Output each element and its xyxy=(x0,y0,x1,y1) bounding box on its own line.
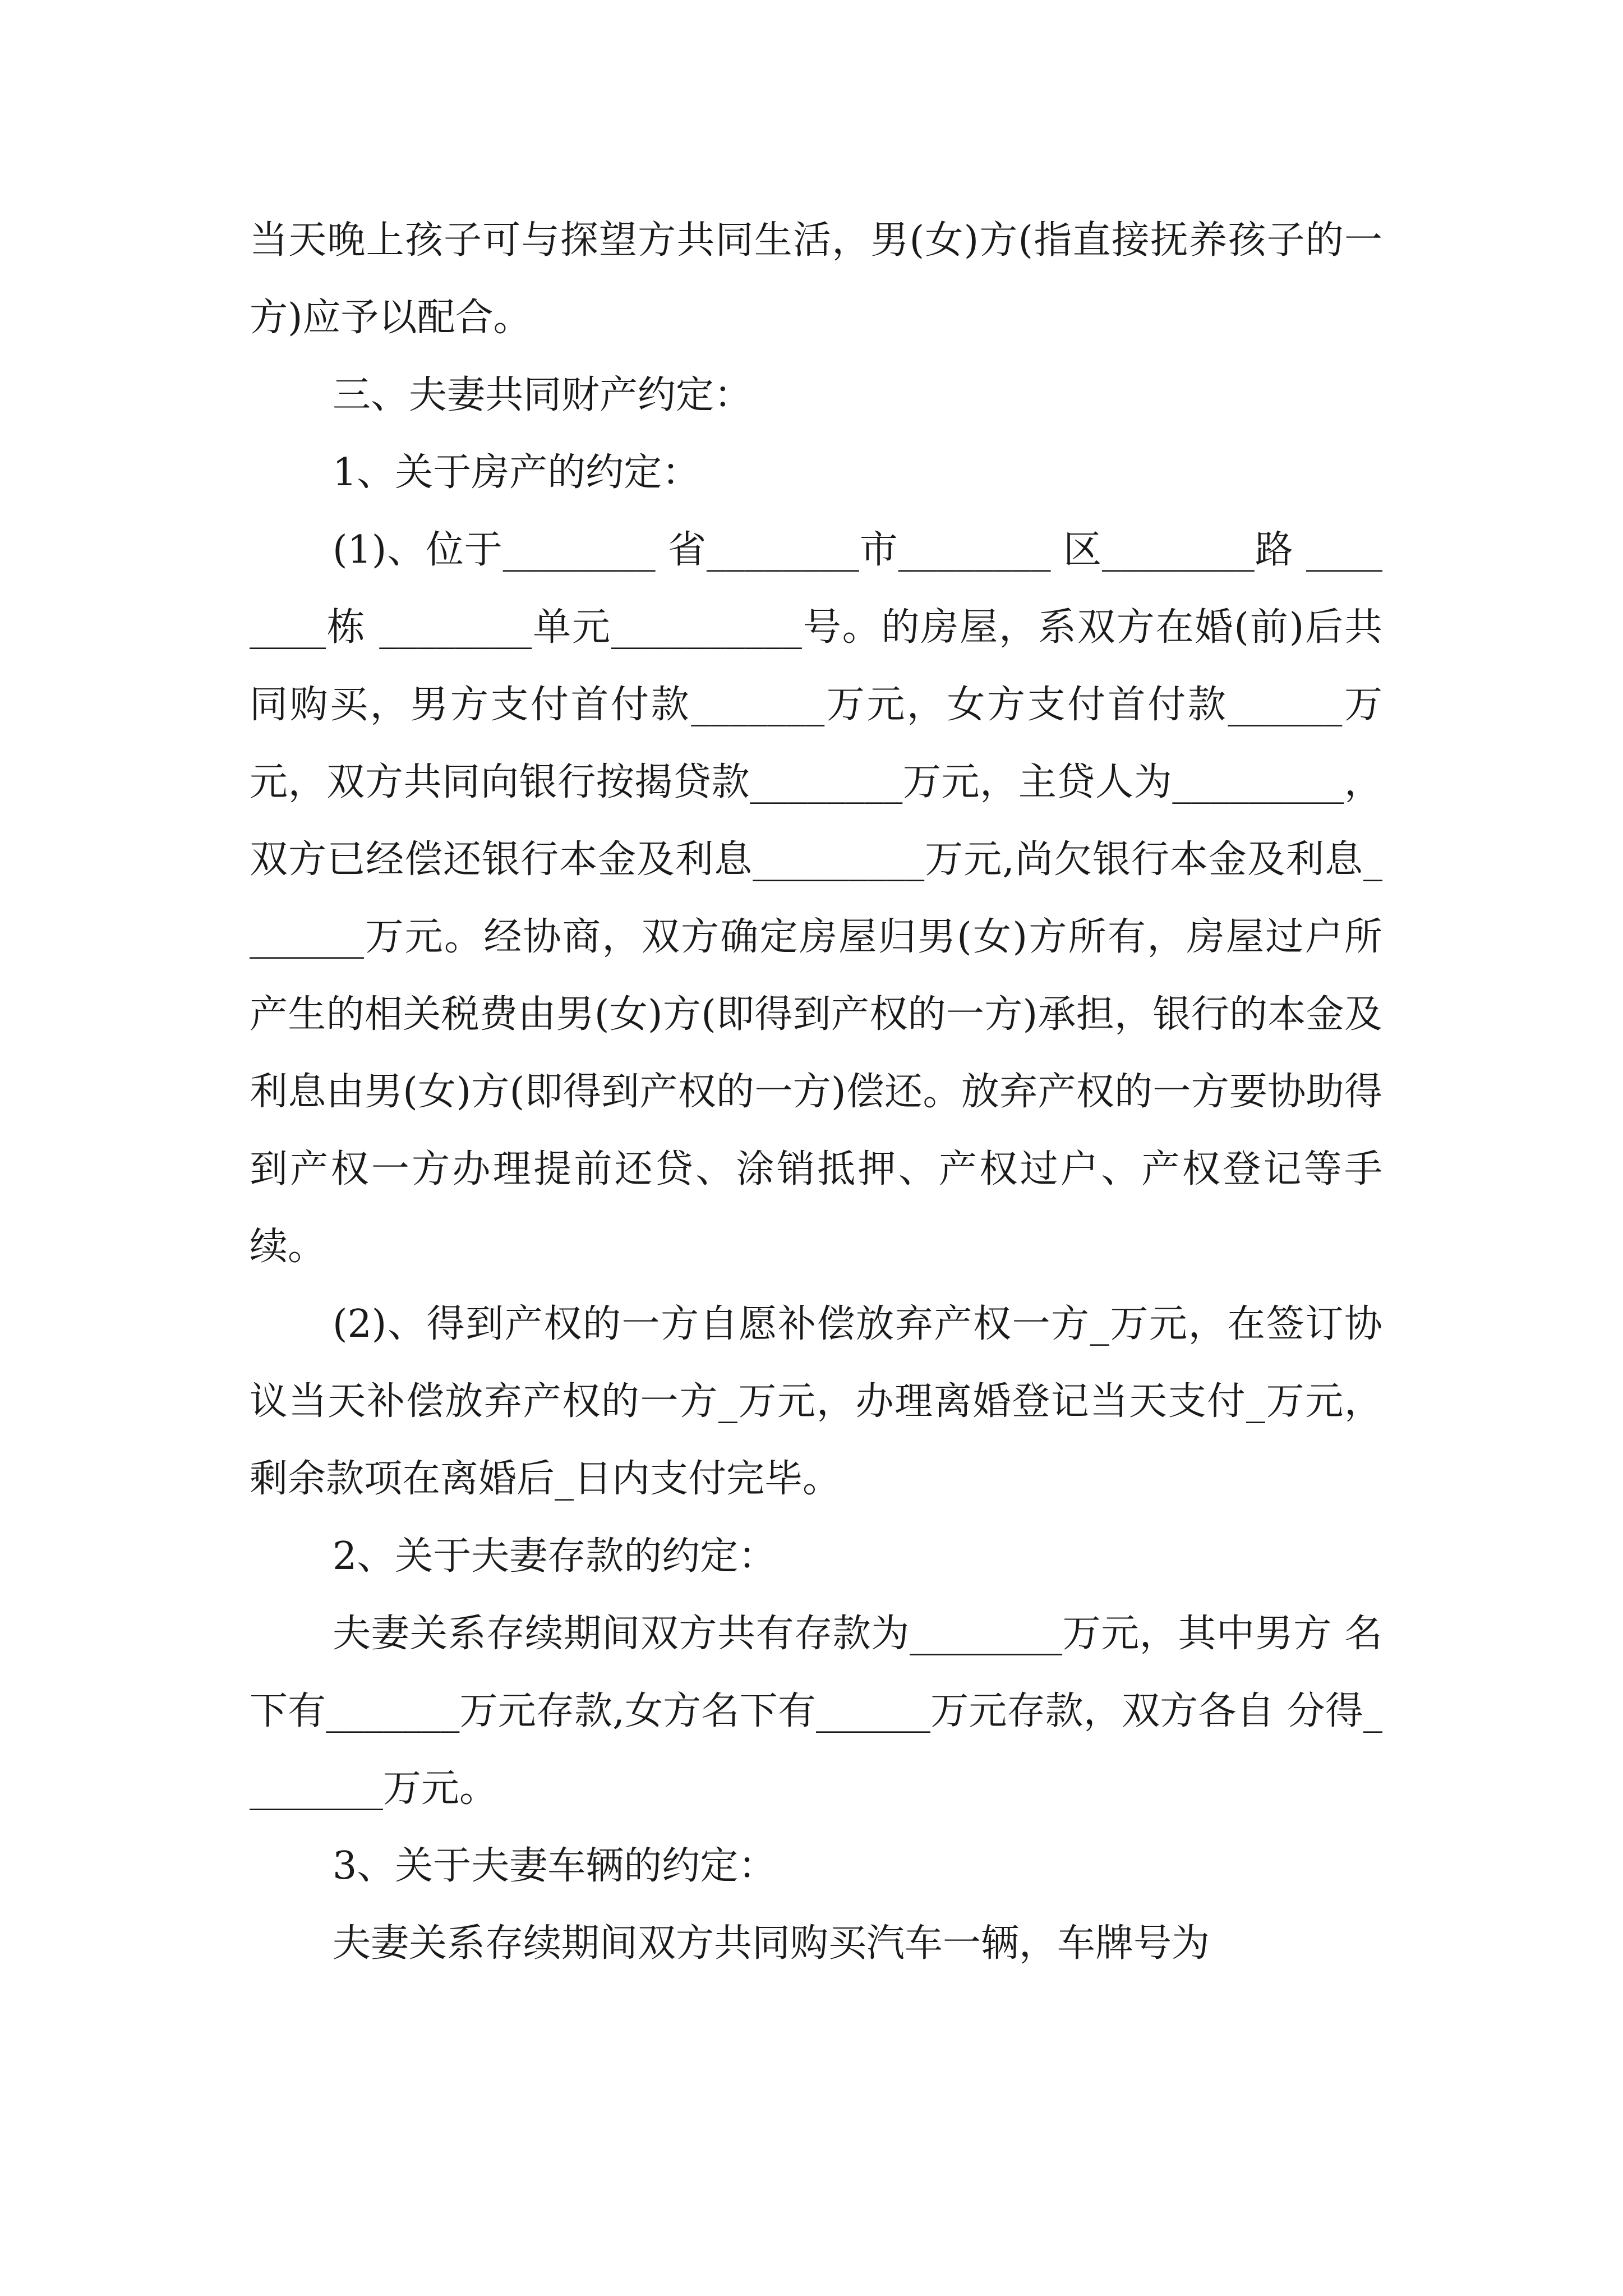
paragraph-savings-details: 夫妻关系存续期间双方共有存款为________万元，其中男方 名下有_______万元存款,女方名下有______万元存款，双方各自 分得________万元。 xyxy=(250,1612,1382,1811)
paragraph-real-estate-details: (1)、位于________ 省________市________ 区________路 ________栋 ________单元__________号。的房屋，系双方在婚(前)后共同购买，男方支付首付款_______万元，女方支付首付款______万元，双方共同向银行按揭贷款________万元，主贷人为_________，双方已经偿还银行本金及利息_________万元,尚欠银行本金及利息_______万元。经协商，双方确定房屋归男(女)方所有，房屋过户所产生的相关税费由男(女)方(即得到产权的一方)承担，银行的本金及利息由男(女)方(即得到产权的一方)偿还。放弃产权的一方要协助得到产权一方办理提前还贷、涂销抵押、产权过户、产权登记等手续。 xyxy=(250,528,1382,1269)
heading-vehicles: 3、关于夫妻车辆的约定： xyxy=(333,1844,777,1888)
heading-joint-property: 三、夫妻共同财产约定： xyxy=(333,373,753,417)
heading-savings: 2、关于夫妻存款的约定： xyxy=(333,1534,777,1579)
paragraph-compensation: (2)、得到产权的一方自愿补偿放弃产权一方_万元，在签订协议当天补偿放弃产权的一方_万元，办理离婚登记当天支付_万元，剩余款项在离婚后_日内支付完毕。 xyxy=(250,1302,1382,1501)
document-body xyxy=(250,202,1382,1982)
paragraph-visitation-continuation: 当天晚上孩子可与探望方共同生活，男(女)方(指直接抚养孩子的一方)应予以配合。 xyxy=(250,218,1382,340)
paragraph-vehicle-details: 夫妻关系存续期间双方共同购买汽车一辆，车牌号为 xyxy=(333,1921,1210,1966)
heading-real-estate: 1、关于房产的约定： xyxy=(333,450,700,495)
